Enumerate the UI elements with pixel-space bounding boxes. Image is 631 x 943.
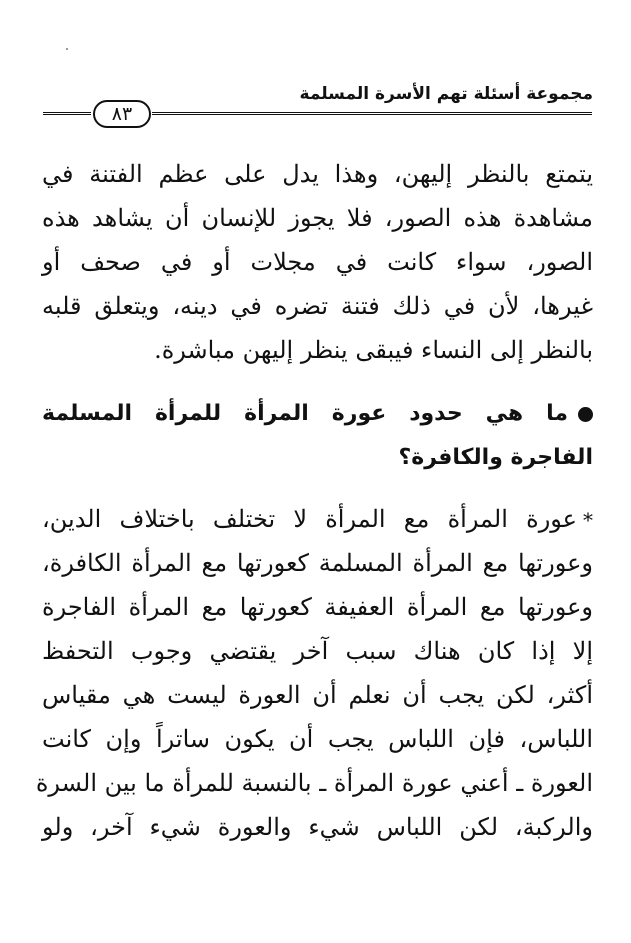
question-line-1 — [42, 392, 593, 436]
question-heading — [42, 392, 593, 480]
text-line: وعورتها مع المرأة المسلمة كعورتها مع المرأة الكافرة، — [42, 549, 593, 577]
question-line-2: الفاجرة والكافرة؟ — [398, 445, 593, 470]
text-line: الصور، سواء كانت في مجلات أو في صحف أو — [42, 248, 593, 276]
header-rule-left — [43, 112, 91, 119]
answer-text: عورة المرأة مع المرأة لا تختلف باختلاف الدين، — [42, 505, 577, 533]
text-line: وعورتها مع المرأة العفيفة كعورتها مع المرأة الفاجرة — [42, 593, 593, 621]
question-text: ما هي حدود عورة المرأة للمرأة المسلمة — [42, 401, 568, 426]
text-line: إلا إذا كان هناك سبب آخر يقتضي وجوب التحفظ — [42, 637, 593, 665]
page-number: ٨٣ — [93, 100, 151, 128]
text-line: بالنظر إلى النساء فيبقى ينظر إليهن مباشرة. — [154, 336, 593, 364]
text-line: اللباس، فإن اللباس يجب أن يكون ساتراً وإن كانت — [42, 725, 593, 753]
text-line: مشاهدة هذه الصور، فلا يجوز للإنسان أن يشاهد هذه — [42, 204, 593, 232]
running-title: مجموعة أسئلة تهم الأسرة المسلمة — [299, 84, 593, 104]
paragraph-answer — [35, 497, 593, 849]
text-line: العورة ـ أعني عورة المرأة ـ بالنسبة للمرأة ما بين السرة — [35, 769, 593, 797]
text-line: غيرها، لأن في ذلك فتنة تضره في دينه، ويتعلق قلبه — [42, 292, 593, 320]
asterisk-marker-icon: * — [583, 508, 593, 532]
scan-speck — [66, 48, 68, 50]
text-line: يتمتع بالنظر إليهن، وهذا يدل على عظم الفتنة في — [42, 160, 593, 188]
text-line: أكثر، لكن يجب أن نعلم أن العورة ليست هي مقياس — [42, 681, 593, 709]
header-rule-right — [152, 112, 592, 119]
bullet-icon — [578, 407, 593, 422]
answer-line-1 — [42, 497, 593, 541]
paragraph-previous-answer — [42, 152, 593, 372]
text-line: والركبة، لكن اللباس شيء والعورة شيء آخر، ولو — [42, 813, 593, 841]
